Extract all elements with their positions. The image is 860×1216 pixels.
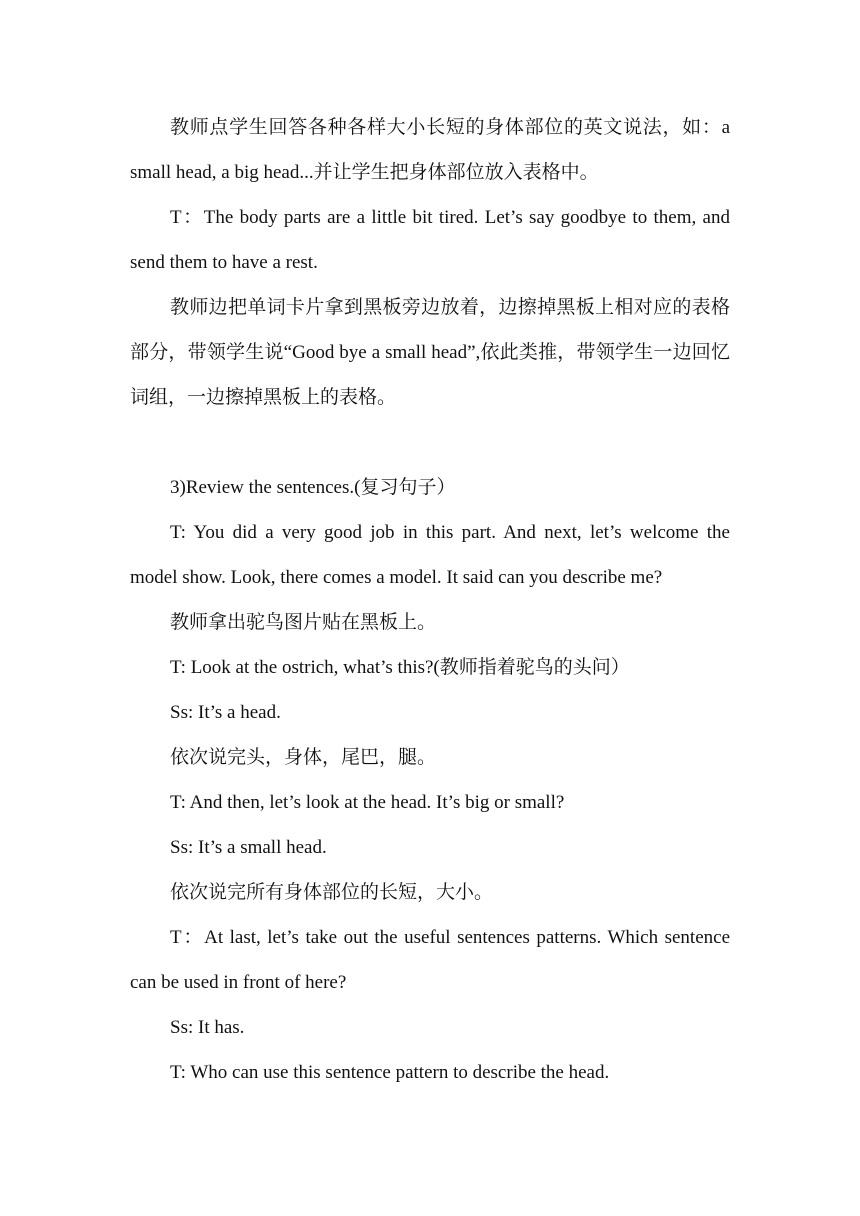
paragraph-review-heading: 3)Review the sentences.(复习句子） xyxy=(170,477,456,498)
paragraph-body-parts-order: 依次说完头，身体，尾巴，腿。 xyxy=(170,747,437,768)
paragraph-answer-body-parts: 教师点学生回答各种各样大小长短的身体部位的英文说法，如：a small head, a big head...并让学生把身体部位放入表格中。 xyxy=(130,117,730,183)
paragraph-small-head: Ss: It’s a small head. xyxy=(170,837,327,858)
paragraph-erase-table: 教师边把单词卡片拿到黑板旁边放着，边擦掉黑板上相对应的表格部分，带领学生说“Good bye a small head”,依此类推，带领学生一边回忆词组，一边擦掉黑板上的表格。 xyxy=(130,297,730,408)
paragraph-describe-head: T: Who can use this sentence pattern to describe the head. xyxy=(170,1062,610,1083)
paragraph-ostrich-picture: 教师拿出驼鸟图片贴在黑板上。 xyxy=(170,612,437,633)
blank-line xyxy=(130,420,730,465)
paragraph-sizes: 依次说完所有身体部位的长短，大小。 xyxy=(170,882,494,903)
paragraph-big-or-small: T: And then, let’s look at the head. It’s big or small? xyxy=(170,792,565,813)
paragraph-sentence-patterns: T：At last, let’s take out the useful sentences patterns. Which sentence can be used in front of here? xyxy=(130,927,730,993)
paragraph-its-a-head: Ss: It’s a head. xyxy=(170,702,281,723)
paragraph-it-has: Ss: It has. xyxy=(170,1017,245,1038)
paragraph-whats-this: T: Look at the ostrich, what’s this?(教师指着驼鸟的头问） xyxy=(170,657,630,678)
paragraph-model-show: T: You did a very good job in this part. And next, let’s welcome the model show. Look, there comes a model. It said can you describe me? xyxy=(130,522,730,588)
paragraph-teacher-goodbye: T：The body parts are a little bit tired. Let’s say goodbye to them, and send them to have a rest. xyxy=(130,207,730,273)
document-page xyxy=(130,105,730,1095)
